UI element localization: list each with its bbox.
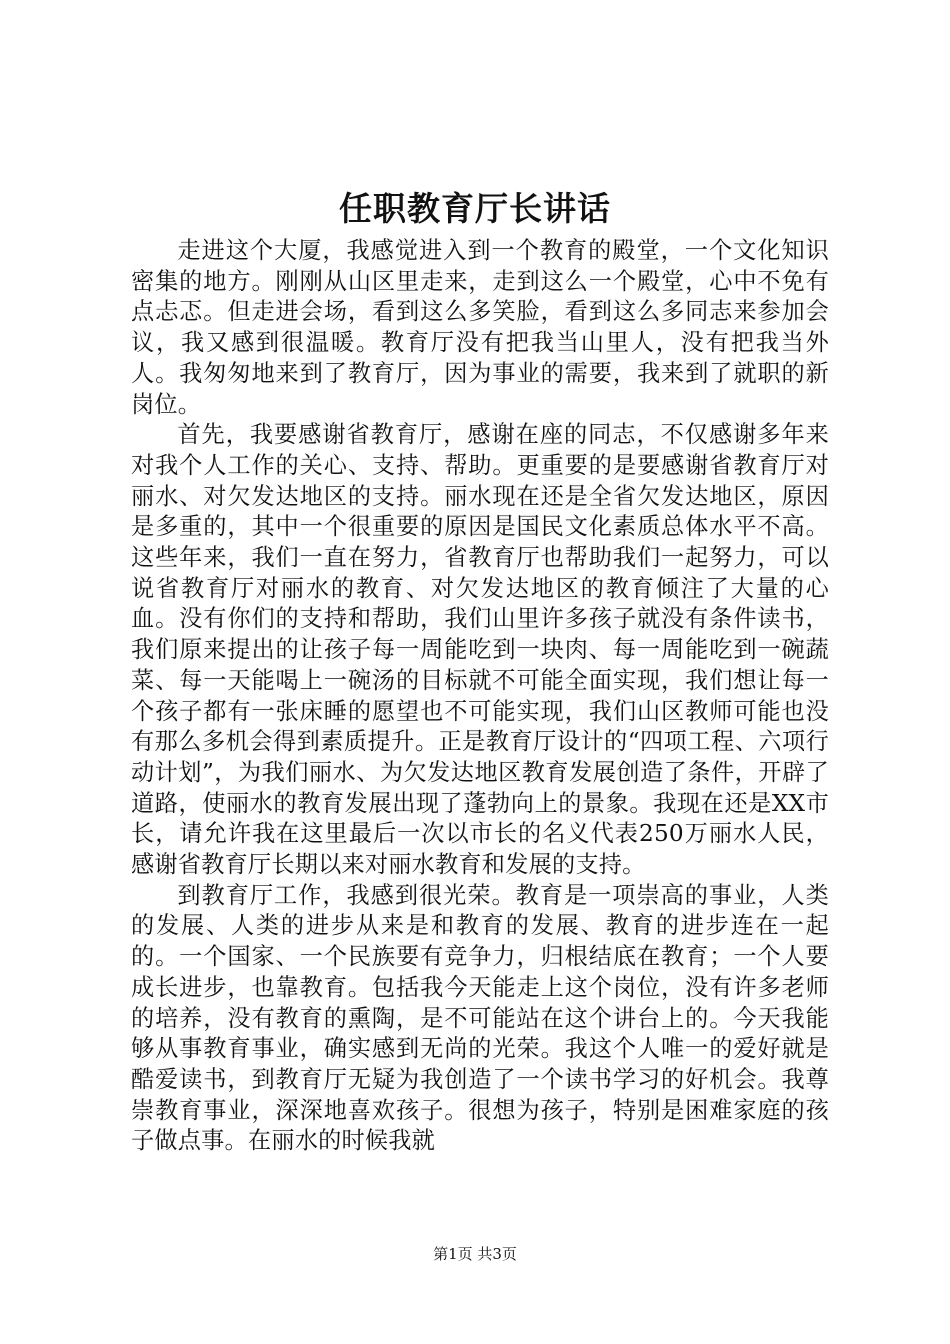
paragraph-1: 走进这个大厦，我感觉进入到一个教育的殿堂，一个文化知识密集的地方。刚刚从山区里走来，走到这么一个殿堂，心中不免有点忐忑。但走进会场，看到这么多笑脸，看到这么多同志来参加会议，我又感到很温暖。教育厅没有把我当山里人，没有把我当外人。我匆匆地来到了教育厅，因为事业的需要，我来到了就职的新岗位。 bbox=[131, 237, 829, 418]
paragraph-2: 首先，我要感谢省教育厅，感谢在座的同志，不仅感谢多年来对我个人工作的关心、支持、帮助。更重要的是要感谢省教育厅对丽水、对欠发达地区的支持。丽水现在还是全省欠发达地区，原因是多重的，其中一个很重要的原因是国民文化素质总体水平不高。这些年来，我们一直在努力，省教育厅也帮助我们一起努力，可以说省教育厅对丽水的教育、对欠发达地区的教育倾注了大量的心血。没有你们的支持和帮助，我们山里许多孩子就没有条件读书，我们原来提出的让孩子每一周能吃到一块肉、每一周能吃到一碗蔬菜、每一天能喝上一碗汤的目标就不可能全面实现，我们想让每一个孩子都有一张床睡的愿望也不可能实现，我们山区教师可能也没有那么多机会得到素质提升。正是教育厅设计的“四项工程、六项行动计划”，为我们丽水、为欠发达地区教育发展创造了条件，开辟了道路，使丽水的教育发展出现了蓬勃向上的景象。我现在还是XX市长，请允许我在这里最后一次以市长的名义代表250万丽水人民，感谢省教育厅长期以来对丽水教育和发展的支持。 bbox=[131, 421, 829, 879]
paragraph-3: 到教育厅工作，我感到很光荣。教育是一项崇高的事业，人类的发展、人类的进步从来是和教育的发展、教育的进步连在一起的。一个国家、一个民族要有竞争力，归根结底在教育；一个人要成长进步，也靠教育。包括我今天能走上这个岗位，没有许多老师的培养，没有教育的熏陶，是不可能站在这个讲台上的。今天我能够从事教育事业，确实感到无尚的光荣。我这个人唯一的爱好就是酷爱读书，到教育厅无疑为我创造了一个读书学习的好机会。我尊崇教育事业，深深地喜欢孩子。很想为孩子，特别是困难家庭的孩子做点事。在丽水的时候我就 bbox=[131, 881, 829, 1155]
document-title: 任职教育厅长讲话 bbox=[339, 189, 611, 228]
page-number-footer: 第1页 共3页 bbox=[433, 1245, 517, 1263]
document-body bbox=[131, 236, 829, 1157]
